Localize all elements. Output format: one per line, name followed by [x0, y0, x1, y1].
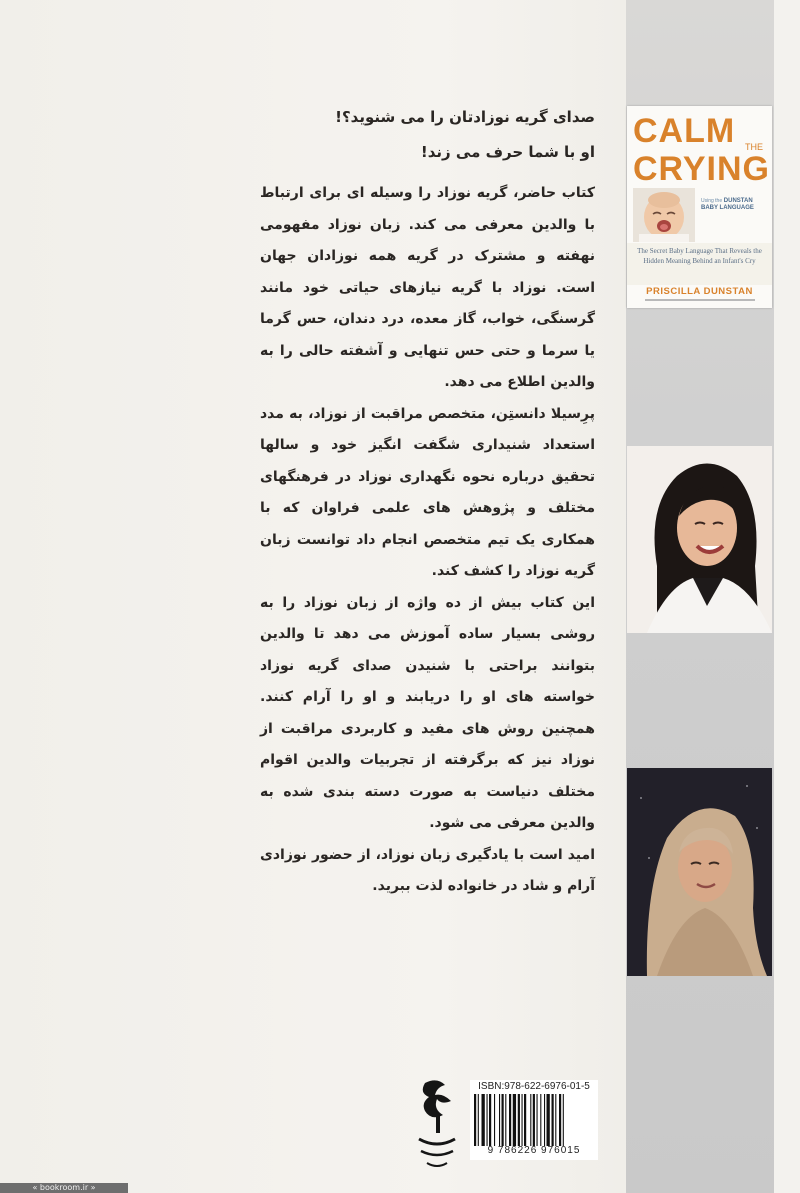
barcode-bar: [522, 1094, 523, 1146]
barcode-bar: [537, 1094, 538, 1146]
barcode-bar: [547, 1094, 550, 1146]
cover-author-note: [631, 298, 768, 303]
cover-subtitle-main: DUNSTAN BABY LANGUAGE: [701, 198, 754, 211]
site-watermark: « bookroom.ir »: [0, 1183, 128, 1193]
paragraph-author: پرِسیلا دانستِن، متخصص مراقبت از نوزاد، به مدد استعداد شنیداری شگفت انگیز خود و سالها تحقیق درباره نحوه نگهداری نوزاد در فرهنگهای مختلف و پژوهش های علمی فراوان که با همکاری یک تیم متخصص انجام داد توانست زبان گریه نوزاد را کشف کند.: [260, 405, 595, 579]
cover-tagline: The Secret Baby Language That Reveals the Hidden Meaning Behind an Infant's Cry: [637, 247, 762, 265]
page-edge: [774, 0, 800, 1193]
barcode-bar: [478, 1094, 479, 1146]
barcode-bar: [502, 1094, 504, 1146]
cover-subtitle: [701, 198, 769, 212]
author-photo: [627, 446, 772, 633]
barcode-bar: [518, 1094, 520, 1146]
publisher-logo-icon: [407, 1075, 467, 1185]
barcode-bar: [559, 1094, 561, 1146]
barcode-bar: [563, 1094, 564, 1146]
barcode-bar: [544, 1094, 545, 1146]
isbn-barcode: [470, 1080, 598, 1160]
translator-portrait-image: [627, 768, 772, 976]
cover-title-crying: CRYING: [633, 150, 770, 188]
cover-title-calm: CALM: [633, 112, 736, 150]
barcode-bar: [505, 1094, 506, 1146]
cover-title-the: THE: [745, 142, 763, 152]
author-portrait-image: [627, 446, 772, 633]
hook-line-1: صدای گریه نوزادتان را می شنوید؟!: [335, 108, 595, 126]
barcode-bar: [487, 1094, 488, 1146]
isbn-number: ISBN:978-622-6976-01-5: [478, 1081, 590, 1092]
blurb-text: [260, 100, 595, 903]
cover-author: PRISCILLA DUNSTAN: [646, 286, 753, 297]
translator-photo: [627, 768, 772, 976]
barcode-bar: [513, 1094, 516, 1146]
barcode-bar: [524, 1094, 526, 1146]
paragraph-closing: امید است با یادگیری زبان نوزاد، از حضور نوزادی آرام و شاد در خانواده لذت ببرید.: [260, 846, 595, 894]
barcode-bar: [489, 1094, 491, 1146]
barcode-bar: [494, 1094, 495, 1146]
cover-subtitle-small: Using the: [701, 198, 723, 204]
barcode-bar: [555, 1094, 556, 1146]
hook-line-2: او با شما حرف می زند!: [420, 143, 595, 161]
barcode-bar: [533, 1094, 535, 1146]
paragraph-intro: کتاب حاضر، گریه نوزاد را وسیله ای برای ارتباط با والدین معرفی می کند. زبان نوزاد مفهومی نهفته و مشترک در گریه همه نوزادان جهان است. نوزاد با گریه نیازهای حیاتی خود مانند گرسنگی، خواب، گاز معده، درد دندان، حس گرما یا سرما و حتی حس تنهایی و آشفته حالی را به والدین اطلاع می دهد.: [260, 185, 595, 390]
paragraph-content: این کتاب بیش از ده واژه از زبان نوزاد را به روشی بسیار ساده آموزش می دهد تا والدین بتوانند براحتی با شنیدن صدای گریه نوزاد خواسته های او را دریابند و او را آرام کنند. همچنین روش های مفید و کاربردی مراقبت از نوزاد نیز که برگرفته از تجربیات والدین اقوام مختلف دنیاست به صورت دسته بندی شده به والدین معرفی می شود.: [260, 594, 595, 831]
barcode-bar: [482, 1094, 485, 1146]
barcode-bar: [540, 1094, 541, 1146]
crying-baby-image: [633, 188, 695, 242]
fine-print-line: [645, 298, 755, 302]
barcode-bar: [499, 1094, 500, 1146]
barcode-bar: [552, 1094, 554, 1146]
barcode-bar: [530, 1094, 531, 1146]
barcode-bars: [474, 1094, 594, 1146]
barcode-digits: 9 786226 976015: [487, 1145, 581, 1156]
barcode-bar: [474, 1094, 476, 1146]
barcode-bar: [509, 1094, 511, 1146]
original-book-cover: [627, 106, 772, 308]
